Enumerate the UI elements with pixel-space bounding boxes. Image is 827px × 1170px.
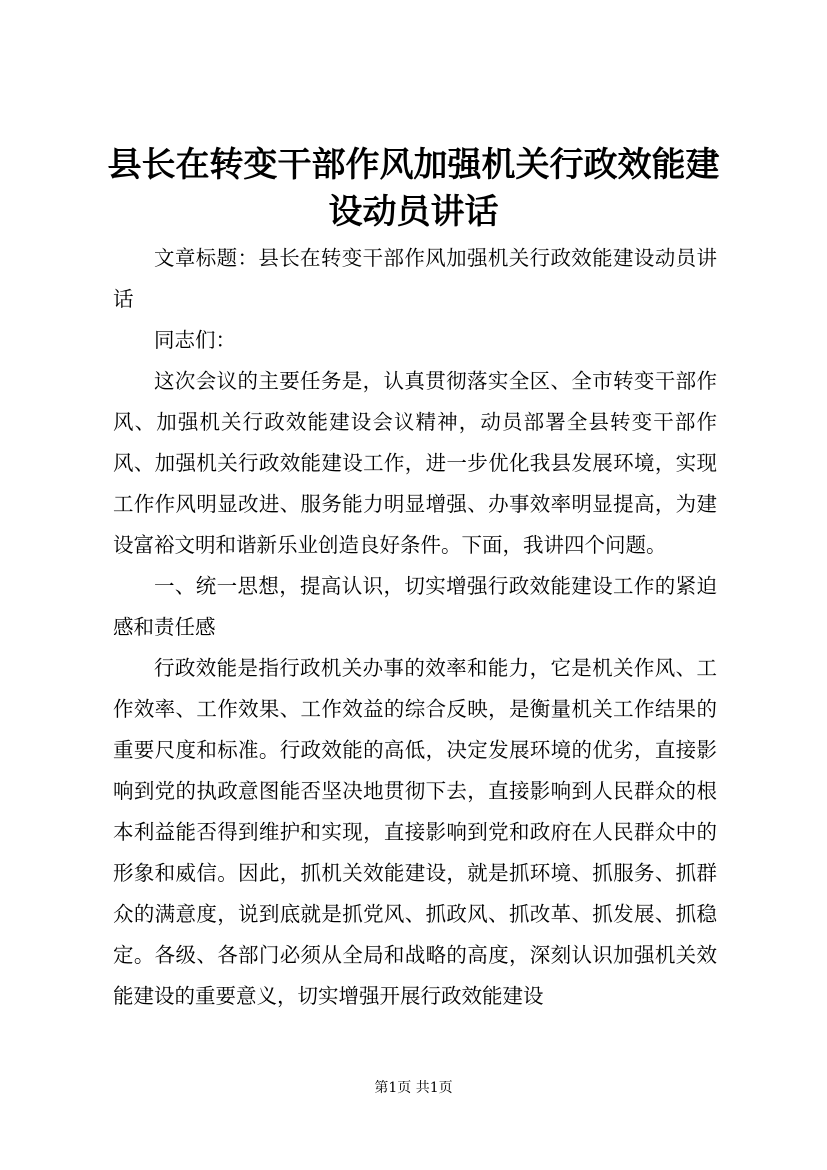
document-title: 县长在转变干部作风加强机关行政效能建设动员讲话 xyxy=(107,145,720,232)
salutation-paragraph: 同志们： xyxy=(154,328,236,352)
document-body xyxy=(113,238,717,1017)
section-heading-paragraph: 一、统一思想，提高认识，切实增强行政效能建设工作的紧迫感和责任感 xyxy=(113,574,717,639)
body-paragraph: 行政效能是指行政机关办事的效率和能力，它是机关作风、工作效率、工作效果、工作效益的综合反映，是衡量机关工作结果的重要尺度和标准。行政效能的高低，决定发展环境的优劣，直接影响到党的执政意图能否坚决地贯彻下去，直接影响到人民群众的根本利益能否得到维护和实现，直接影响到党和政府在人民群众中的形象和威信。因此，抓机关效能建设，就是抓环境、抓服务、抓群众的满意度，说到底就是抓党风、抓政风、抓改革、抓发展、抓稳定。各级、各部门必须从全局和战略的高度，深刻认识加强机关效能建设的重要意义，切实增强开展行政效能建设 xyxy=(113,656,717,1008)
article-title-paragraph: 文章标题：县长在转变干部作风加强机关行政效能建设动员讲话 xyxy=(113,246,717,311)
page-footer: 第1页 共1页 xyxy=(374,1080,453,1096)
intro-paragraph: 这次会议的主要任务是，认真贯彻落实全区、全市转变干部作风、加强机关行政效能建设会议精神，动员部署全县转变干部作风、加强机关行政效能建设工作，进一步优化我县发展环境，实现工作作风明显改进、服务能力明显增强、办事效率明显提高，为建设富裕文明和谐新乐业创造良好条件。下面，我讲四个问题。 xyxy=(113,369,717,557)
